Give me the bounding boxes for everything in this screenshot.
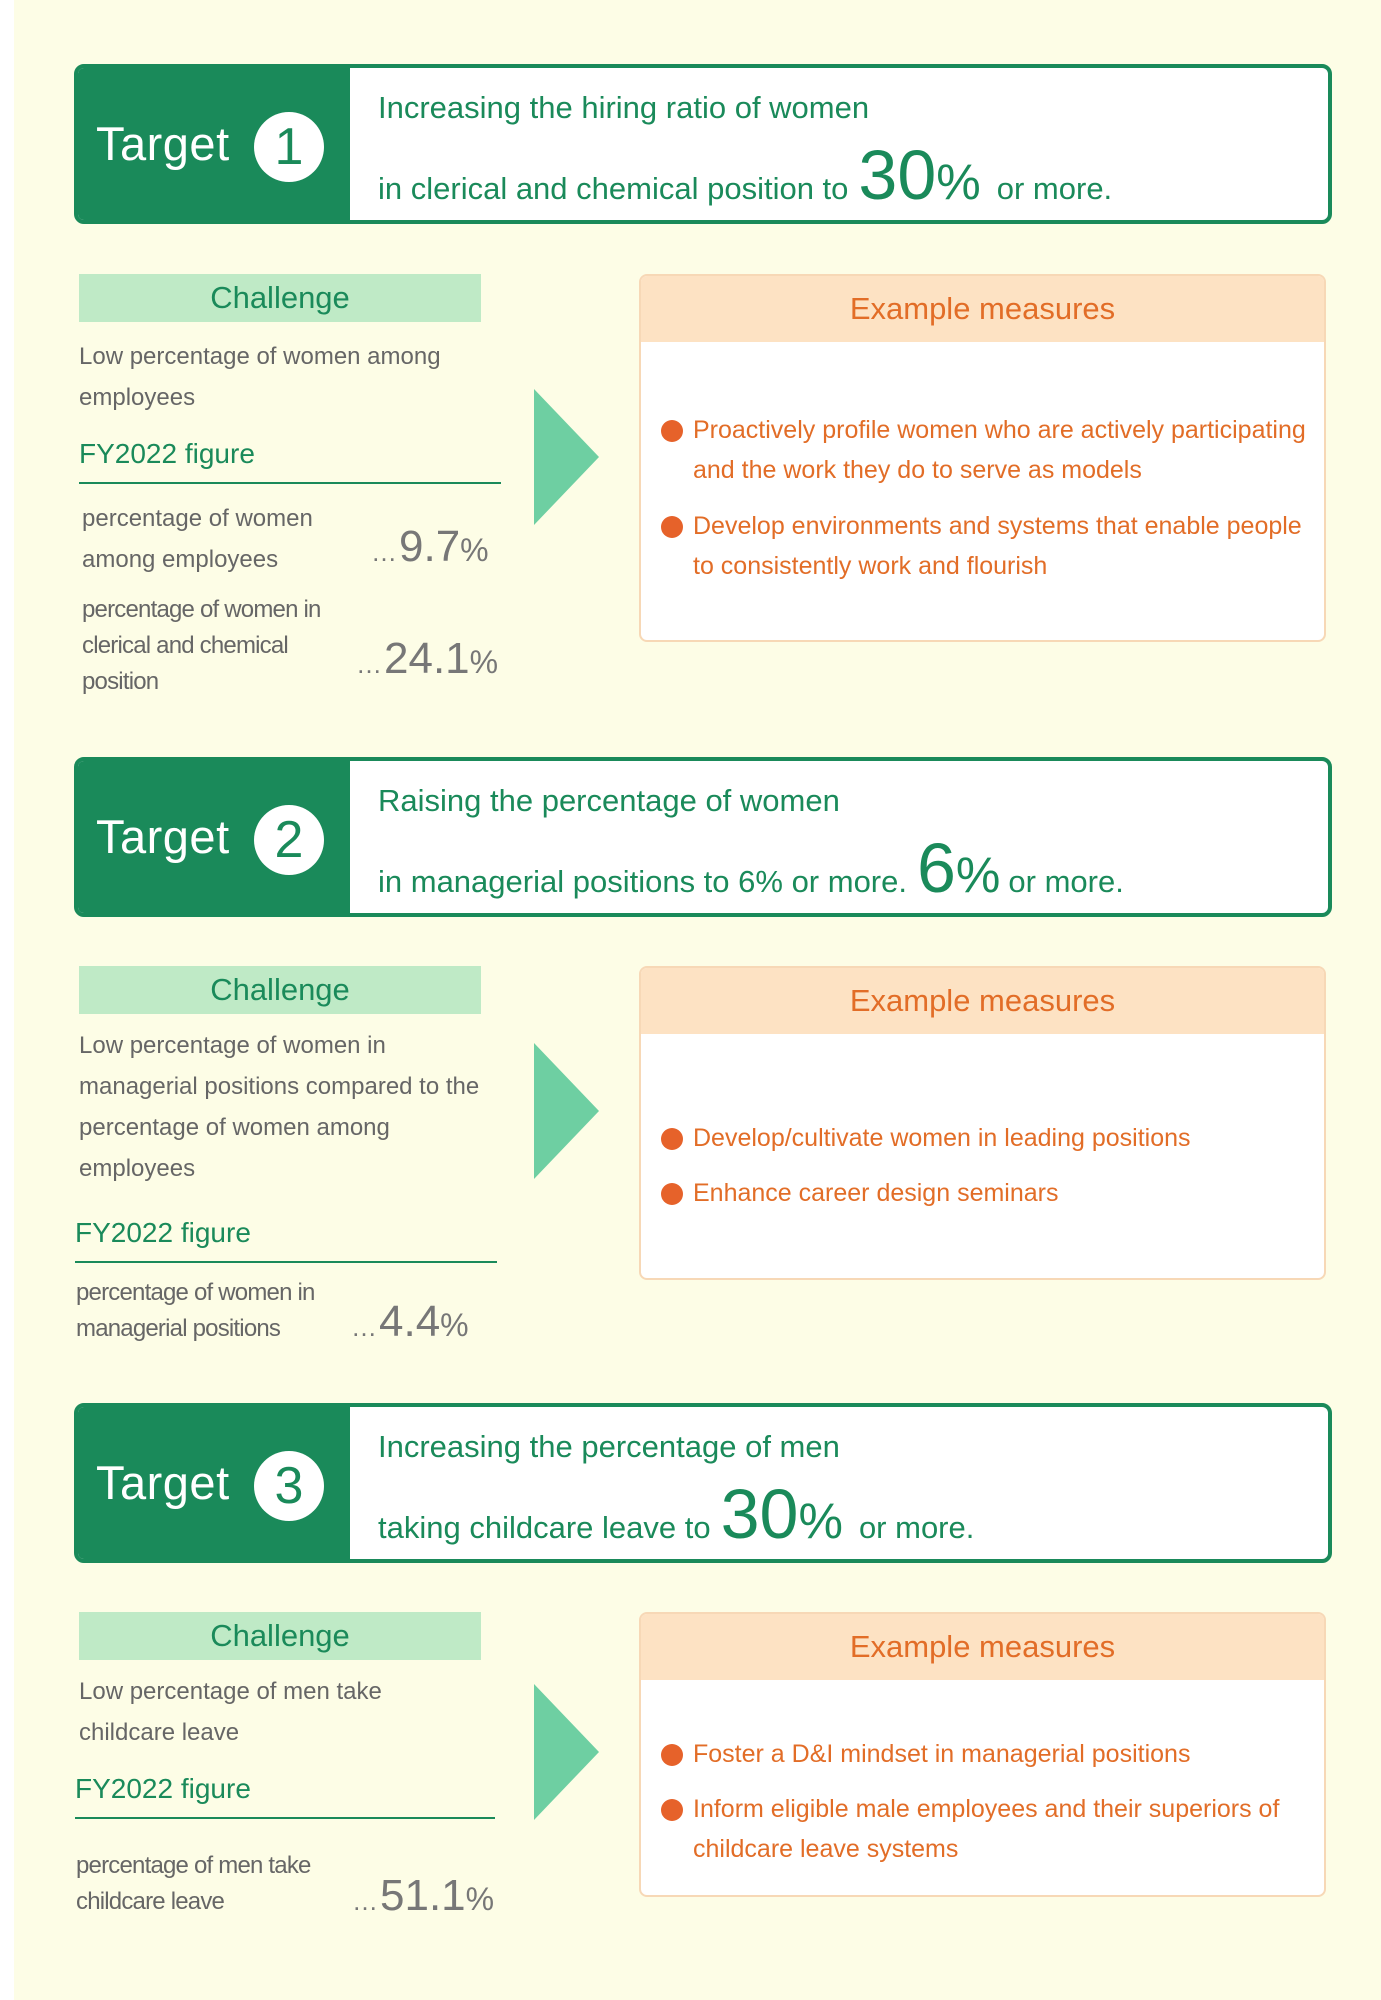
target-line2-suffix: or more. [1008, 864, 1124, 899]
bullet-icon [661, 1744, 683, 1766]
target-line2-suffix: or more. [996, 171, 1113, 206]
challenge-heading: Challenge [79, 1612, 481, 1660]
measure-item: Proactively profile women who are actively participating and the work they do to serve as models [661, 410, 1311, 490]
measures-box [639, 1612, 1326, 1897]
figure-heading: FY2022 figure [75, 1217, 497, 1263]
figure-label: percentage of women among employees [82, 505, 313, 573]
measure-item: Foster a D&I mindset in managerial positions [661, 1734, 1311, 1774]
figure-heading: FY2022 figure [79, 438, 501, 484]
target-banner [74, 1403, 1332, 1563]
challenge-text: Low percentage of men take childcare leave [79, 1678, 382, 1746]
target-big-value: 30% [858, 136, 981, 214]
target-tag [78, 1407, 350, 1559]
bullet-icon [661, 1128, 683, 1150]
bullet-icon [661, 516, 683, 538]
measures-heading: Example measures [641, 1614, 1324, 1680]
measures-box [639, 274, 1326, 642]
bullet-icon [661, 420, 683, 442]
page [14, 0, 1381, 2000]
target-line1: Raising the percentage of women [378, 783, 840, 818]
target-line2-prefix: in managerial positions to 6% or more. [378, 864, 907, 899]
target-banner [74, 757, 1332, 917]
target-line2-prefix: in clerical and chemical position to [378, 171, 849, 206]
arrow-icon [534, 1684, 599, 1820]
target-line1: Increasing the percentage of men [378, 1429, 840, 1464]
measures-box [639, 966, 1326, 1280]
measure-item: Inform eligible male employees and their superiors of childcare leave systems [661, 1789, 1311, 1869]
target-line2-prefix: taking childcare leave to [378, 1510, 711, 1545]
target-line2-suffix: or more. [858, 1510, 975, 1545]
measures-heading: Example measures [641, 276, 1324, 342]
measures-heading: Example measures [641, 968, 1324, 1034]
arrow-icon [534, 389, 599, 525]
target-tag [78, 761, 350, 913]
challenge-text: Low percentage of women among employees [79, 343, 441, 411]
challenge-text: Low percentage of women in managerial positions compared to the percentage of women among employees [79, 1032, 480, 1182]
target-line2 [378, 831, 1124, 912]
target-label: Target [96, 810, 230, 863]
challenge-heading: Challenge [79, 966, 481, 1014]
measure-item: Enhance career design seminars [661, 1173, 1311, 1213]
figure-label: percentage of women in managerial positions [76, 1279, 315, 1342]
bullet-icon [661, 1799, 683, 1821]
arrow-icon [534, 1043, 599, 1179]
bullet-icon [661, 1183, 683, 1205]
measure-item: Develop/cultivate women in leading positions [661, 1118, 1311, 1158]
target-label: Target [96, 1456, 230, 1509]
measure-item: Develop environments and systems that enable people to consistently work and flourish [661, 506, 1311, 586]
target-line2 [378, 138, 1112, 219]
target-number: 3 [254, 1451, 324, 1521]
target-line1: Increasing the hiring ratio of women [378, 90, 870, 125]
target-number: 2 [254, 805, 324, 875]
figure-value: …9.7% [371, 522, 489, 571]
figure-label: percentage of men take childcare leave [76, 1852, 311, 1915]
target-big-value: 30% [720, 1475, 843, 1553]
figure-label: percentage of women in clerical and chemical position [82, 596, 321, 695]
target-tag [78, 68, 350, 220]
target-number: 1 [254, 112, 324, 182]
target-line2 [378, 1477, 974, 1558]
figure-value: …4.4% [351, 1297, 469, 1346]
target-big-value: 6% [916, 829, 1001, 907]
figure-value: …51.1% [352, 1871, 495, 1920]
challenge-heading: Challenge [79, 274, 481, 322]
figure-value: …24.1% [356, 634, 499, 683]
target-banner [74, 64, 1332, 224]
figure-heading: FY2022 figure [75, 1773, 495, 1819]
target-label: Target [96, 117, 230, 170]
